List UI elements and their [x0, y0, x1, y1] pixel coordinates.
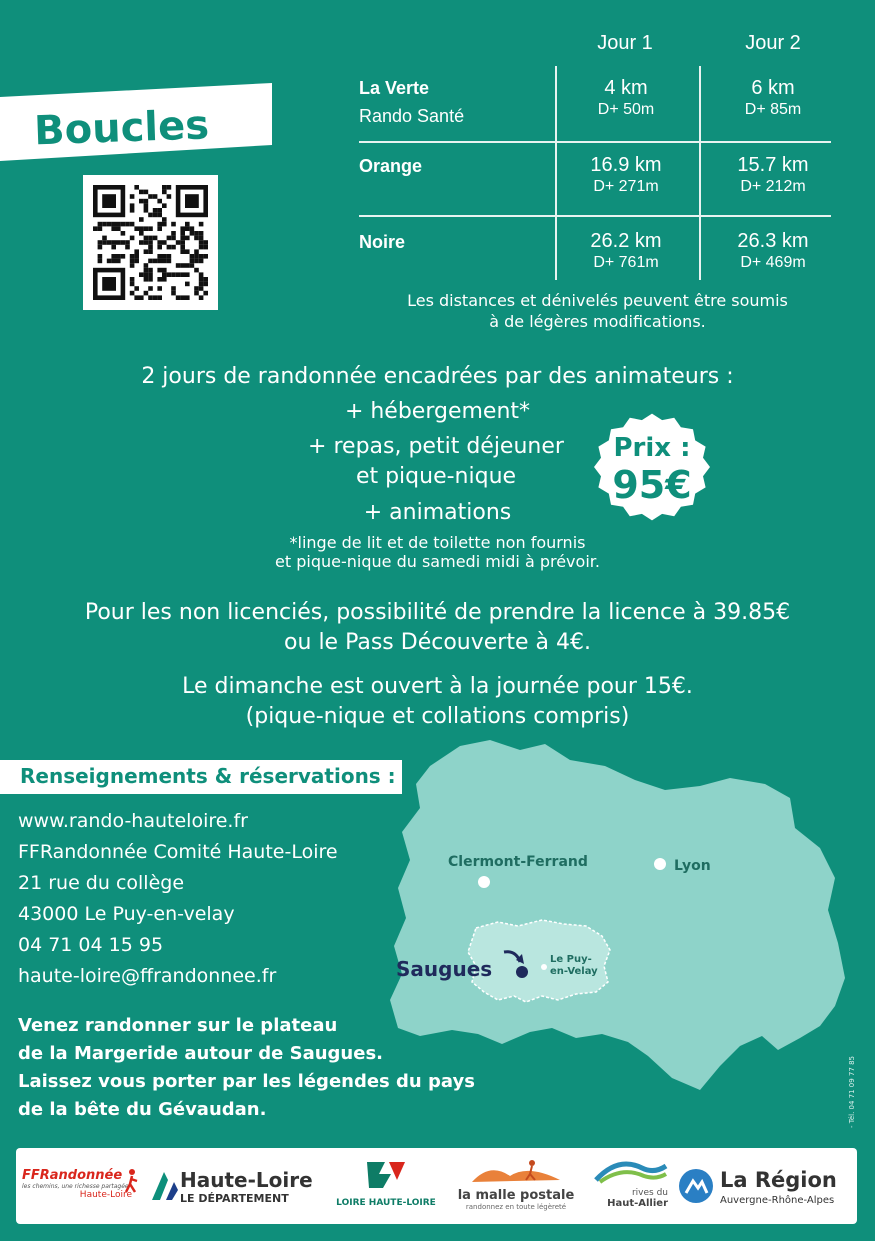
logo-malle-postale[interactable]: la malle postale randonnez en toute légèreté — [456, 1158, 576, 1211]
contact-header: Renseignements & réservations : — [0, 760, 402, 794]
boucles-title: Boucles — [33, 102, 210, 155]
logo-credit-agricole[interactable]: LOIRE HAUTE-LOIRE — [326, 1158, 446, 1208]
hiker-icon — [122, 1168, 142, 1194]
promo-line: de la Margeride autour de Saugues. — [18, 1043, 384, 1064]
licence-line: Pour les non licenciés, possibilité de prendre la licence à 39.85€ — [84, 600, 791, 625]
offer-line: + animations — [363, 500, 512, 525]
table-divider — [699, 66, 701, 280]
le-puy-marker — [541, 964, 547, 970]
promo-line: de la bête du Gévaudan. — [18, 1099, 267, 1120]
city-en-velay: en-Velay — [550, 966, 598, 977]
contact-phone[interactable]: 04 71 04 15 95 — [18, 934, 164, 956]
city-lyon: Lyon — [674, 858, 711, 874]
city-le-puy: Le Puy- — [550, 954, 592, 965]
row-label-verte: La Verte — [359, 78, 430, 98]
promo-line: Venez randonner sur le plateau — [18, 1015, 338, 1036]
contact-city: 43000 Le Puy-en-velay — [18, 903, 235, 925]
qr-code[interactable] — [83, 175, 218, 310]
table-cell: 15.7 km D+ 212m — [737, 154, 809, 195]
row-label-noire: Noire — [359, 232, 406, 252]
logo-ffrandonnee[interactable]: FFRandonnée les chemins, une richesse partagée Haute-Loire — [22, 1168, 142, 1200]
svg-text:- Tél. 04 71 09 77 85: - Tél. 04 71 09 77 85 — [848, 1056, 856, 1128]
contact-website[interactable]: www.rando-hauteloire.fr — [18, 810, 248, 832]
print-credit — [840, 1000, 860, 1130]
city-clermont: Clermont-Ferrand — [448, 854, 588, 870]
region-icon — [678, 1168, 714, 1204]
table-cell: 26.3 km D+ 469m — [737, 230, 809, 271]
mountain-hiker-icon — [470, 1158, 562, 1184]
table-cell: 16.9 km D+ 271m — [590, 154, 662, 195]
contact-street: 21 rue du collège — [18, 872, 185, 894]
contact-email[interactable]: haute-loire@ffrandonnee.fr — [18, 965, 277, 987]
price-value: 95€ — [612, 463, 692, 507]
row-sublabel-rando-sante: Rando Santé — [359, 106, 465, 126]
offer-line: et pique-nique — [355, 464, 517, 489]
licence-line: ou le Pass Découverte à 4€. — [284, 630, 591, 655]
table-divider — [359, 215, 831, 217]
region-shape — [390, 740, 845, 1090]
lyon-marker — [654, 858, 666, 870]
offer-line: + repas, petit déjeuner — [308, 434, 564, 459]
table-cell: 26.2 km D+ 761m — [590, 230, 662, 271]
price-badge — [586, 408, 718, 526]
contact-organisation: FFRandonnée Comité Haute-Loire — [18, 841, 338, 863]
rives-wave-icon — [594, 1156, 668, 1184]
table-cell: 6 km D+ 85m — [744, 77, 802, 118]
boucles-banner — [0, 83, 272, 161]
table-note: Les distances et dénivelés peuvent être soumis à de légères modifications. — [407, 291, 788, 331]
sponsor-bar: FFRandonnée les chemins, une richesse partagée Haute-Loire Haute-Loire LE DÉPARTEMENT LOIRE HAUTE-LOIRE la malle postale randonnez en toute légèreté rives du Haut-Allier La Région Auvergne-Rhône-Alpes — [16, 1148, 857, 1224]
haute-loire-mark-icon — [152, 1170, 178, 1200]
logo-rives-haut-allier[interactable]: rives du Haut-Allier — [588, 1156, 668, 1209]
saugues-marker — [516, 966, 528, 978]
table-divider — [359, 141, 831, 143]
price-label: Prix : — [613, 433, 691, 463]
offer-footnote: *linge de lit et de toilette non fournis — [289, 533, 586, 552]
header-jour-1: Jour 1 — [597, 32, 653, 54]
offer-line: 2 jours de randonnée encadrées par des animateurs : — [141, 364, 734, 389]
header-jour-2: Jour 2 — [745, 32, 801, 54]
region-map — [380, 738, 850, 1098]
credit-agricole-icon — [361, 1158, 411, 1192]
row-label-orange: Orange — [359, 156, 423, 176]
offer-footnote: et pique-nique du samedi midi à prévoir. — [275, 552, 600, 571]
offer-line: + hébergement* — [344, 399, 531, 424]
clermont-marker — [478, 876, 490, 888]
table-cell: 4 km D+ 50m — [597, 77, 655, 118]
licence-line: Le dimanche est ouvert à la journée pour 15€. — [182, 674, 693, 699]
licence-line: (pique-nique et collations compris) — [245, 704, 630, 729]
city-saugues: Saugues — [396, 957, 493, 981]
promo-line: Laissez vous porter par les légendes du pays — [18, 1071, 475, 1092]
